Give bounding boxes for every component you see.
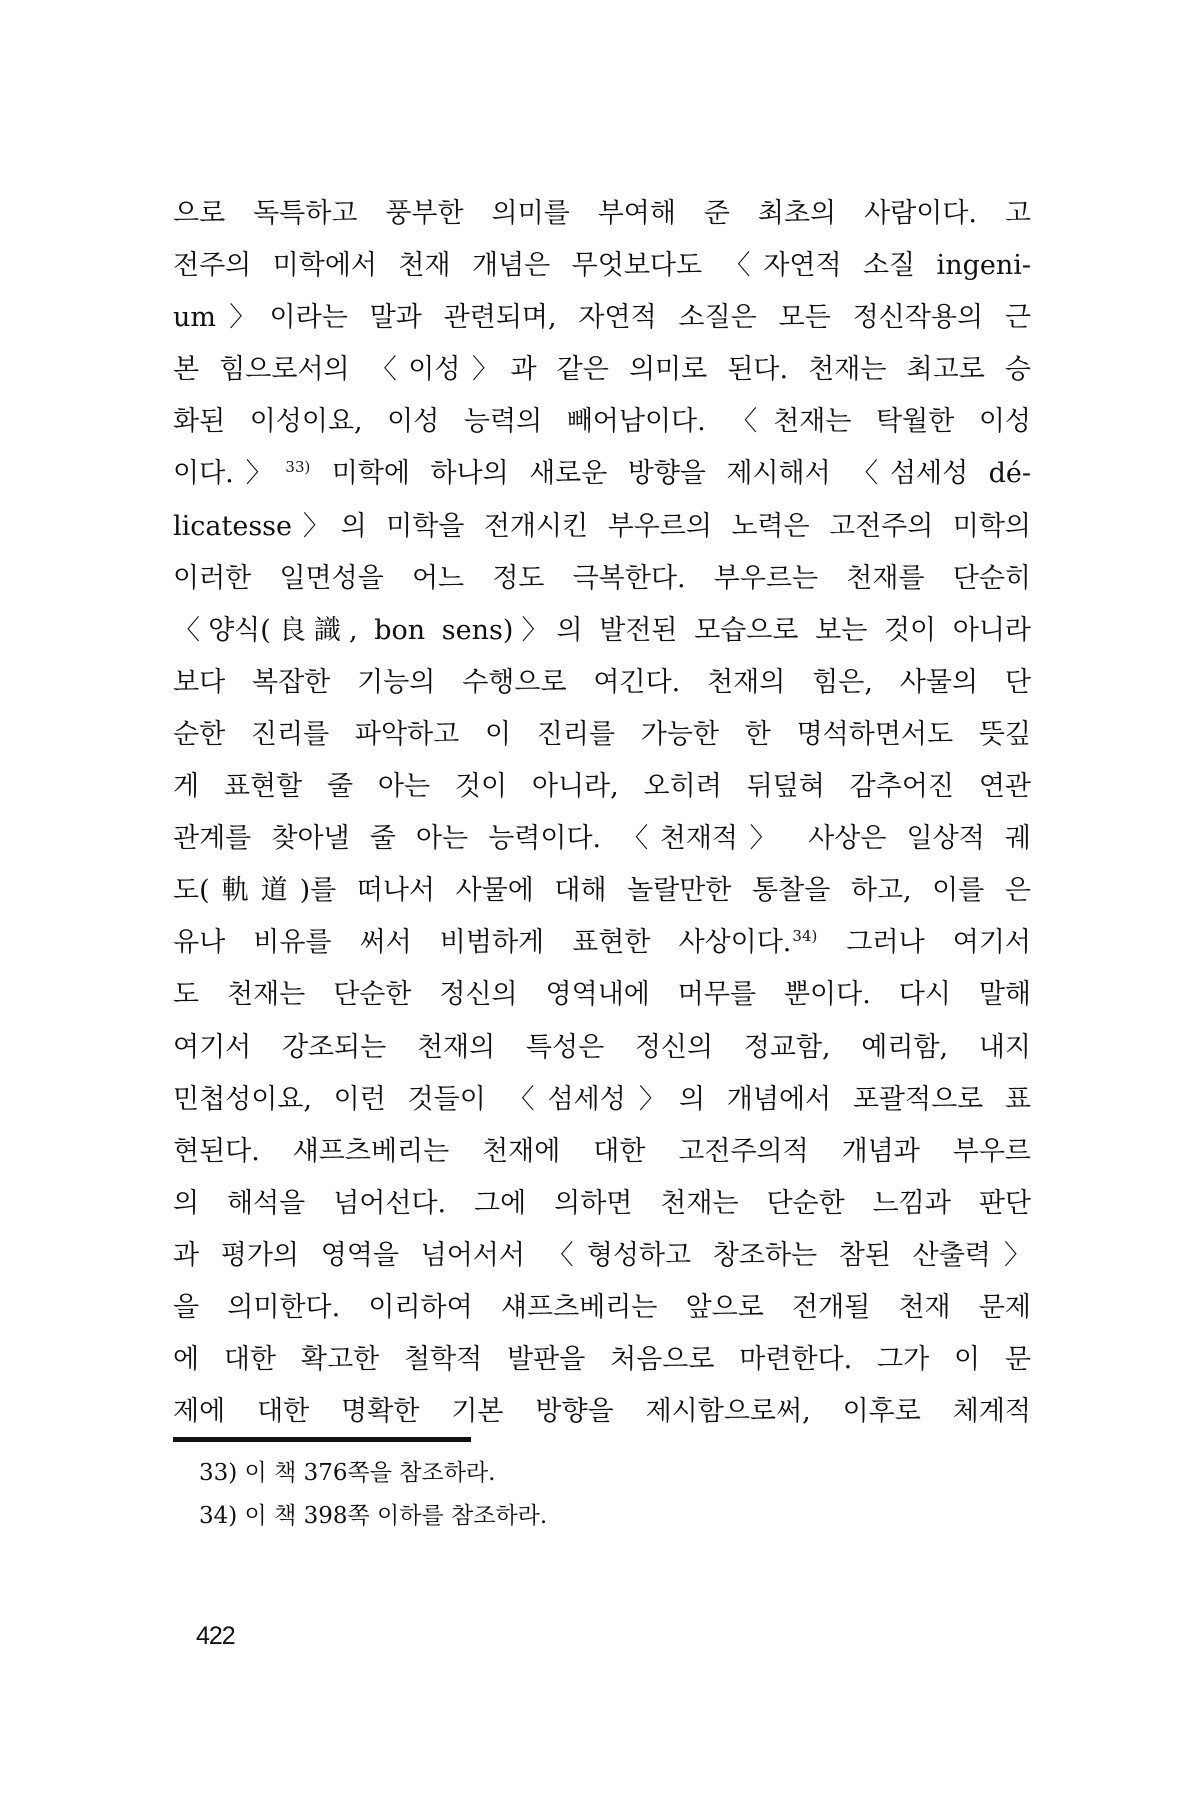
line-text: 유나 비유를 써서 비범하게 표현한 사상이다.	[173, 927, 792, 959]
body-line: 게 표현할 줄 아는 것이 아니라, 오히려 뒤덮혀 감추어진 연관	[173, 771, 1031, 803]
footnote-divider	[173, 1437, 471, 1442]
body-line-with-footnote-ref	[173, 917, 1031, 969]
body-line: 현된다. 섀프츠베리는 천재에 대한 고전주의적 개념과 부우르	[173, 1135, 1031, 1167]
body-line: um〉이라는 말과 관련되며, 자연적 소질은 모든 정신작용의 근	[173, 302, 1031, 334]
body-line: 〈양식(良識, bon sens)〉의 발전된 모습으로 보는 것이 아니라	[173, 614, 1031, 646]
footnote-ref-34: 34)	[792, 927, 818, 946]
body-line: 여기서 강조되는 천재의 특성은 정신의 정교함, 예리함, 내지	[173, 1031, 1031, 1063]
footnote-33: 33) 이 책 376쪽을 참조하라.	[199, 1460, 496, 1486]
line-text: 그러나 여기서	[818, 927, 1031, 959]
footnotes	[199, 1452, 547, 1538]
body-line: 본 힘으로서의 〈이성〉과 같은 의미로 된다. 천재는 최고로 승	[173, 354, 1031, 386]
body-line: 을 의미한다. 이리하여 섀프츠베리는 앞으로 전개될 천재 문제	[173, 1291, 1031, 1323]
line-text: 이다.〉	[173, 458, 285, 490]
page-number: 422	[196, 1622, 235, 1650]
body-line: 에 대한 확고한 철학적 발판을 처음으로 마련한다. 그가 이 문	[173, 1344, 1031, 1376]
body-line: 제에 대한 명확한 기본 방향을 제시함으로써, 이후로 체계적	[173, 1396, 1031, 1428]
footnote-ref-33: 33)	[285, 458, 311, 477]
body-line: 보다 복잡한 기능의 수행으로 여긴다. 천재의 힘은, 사물의 단	[173, 666, 1031, 698]
line-text: 미학에 하나의 새로운 방향을 제시해서 〈섬세성 dé-	[311, 458, 1031, 490]
body-text	[173, 188, 1031, 1438]
body-line: 화된 이성이요, 이성 능력의 빼어남이다. 〈천재는 탁월한 이성	[173, 406, 1031, 438]
body-line: 전주의 미학에서 천재 개념은 무엇보다도 〈자연적 소질 ingeni-	[173, 250, 1031, 282]
body-line-with-footnote-ref	[173, 448, 1031, 500]
body-line: 과 평가의 영역을 넘어서서 〈형성하고 창조하는 참된 산출력〉	[173, 1239, 1031, 1271]
body-line: 순한 진리를 파악하고 이 진리를 가능한 한 명석하면서도 뜻깊	[173, 718, 1031, 750]
footnote-34: 34) 이 책 398쪽 이하를 참조하라.	[199, 1503, 548, 1529]
body-line: 관계를 찾아낼 줄 아는 능력이다. 〈천재적〉 사상은 일상적 궤	[173, 823, 1031, 855]
body-line: 민첩성이요, 이런 것들이 〈섬세성〉의 개념에서 포괄적으로 표	[173, 1083, 1031, 1115]
body-line: 으로 독특하고 풍부한 의미를 부여해 준 최초의 사람이다. 고	[173, 198, 1031, 229]
body-line: licatesse〉의 미학을 전개시킨 부우르의 노력은 고전주의 미학의	[173, 510, 1031, 542]
body-line: 도 천재는 단순한 정신의 영역내에 머무를 뿐이다. 다시 말해	[173, 979, 1031, 1011]
body-line: 이러한 일면성을 어느 정도 극복한다. 부우르는 천재를 단순히	[173, 562, 1031, 594]
body-line: 도(軌道)를 떠나서 사물에 대해 놀랄만한 통찰을 하고, 이를 은	[173, 875, 1031, 907]
body-line: 의 해석을 넘어선다. 그에 의하면 천재는 단순한 느낌과 판단	[173, 1187, 1031, 1219]
